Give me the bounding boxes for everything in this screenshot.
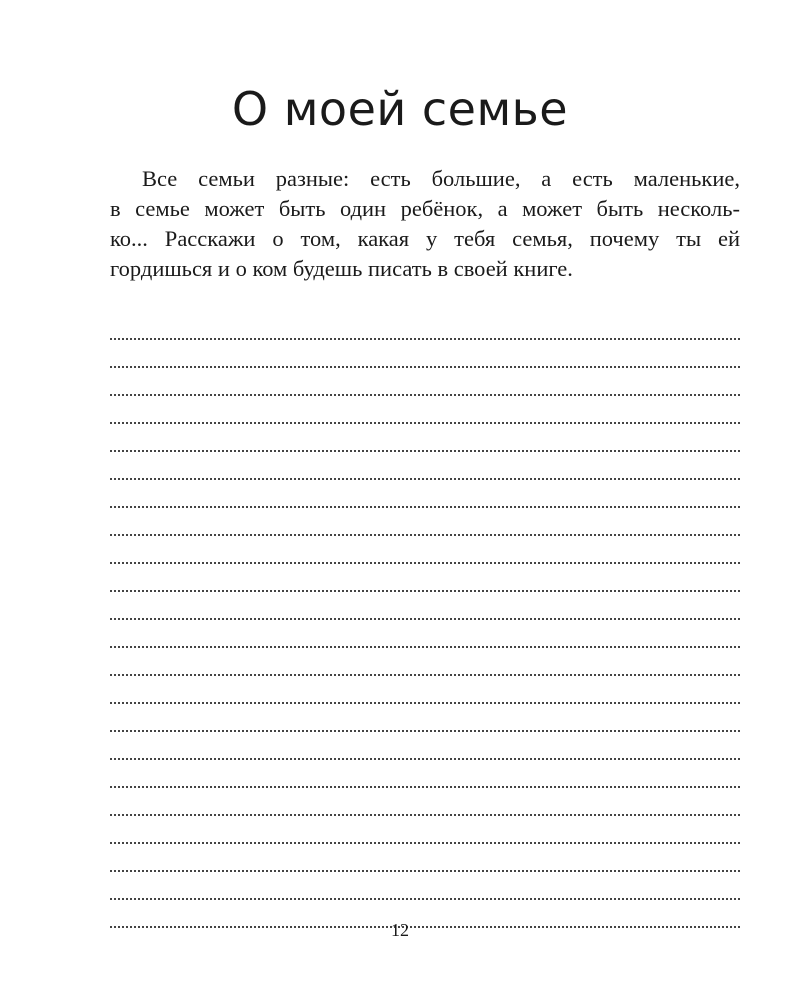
dotted-writing-line [110, 340, 740, 368]
intro-line: ко... Расскажи о том, какая у тебя семья, почему ты ей [110, 226, 740, 251]
dotted-writing-line [110, 872, 740, 900]
dotted-writing-line [110, 620, 740, 648]
dotted-writing-line [110, 592, 740, 620]
dotted-writing-line [110, 564, 740, 592]
writing-lines [110, 312, 740, 928]
page-number: 12 [391, 920, 409, 940]
dotted-writing-line [110, 312, 740, 340]
intro-line: в семье может быть один ребёнок, а может быть несколь- [110, 196, 740, 221]
dotted-writing-line [110, 480, 740, 508]
dotted-writing-line [110, 788, 740, 816]
dotted-writing-line [110, 844, 740, 872]
dotted-writing-line [110, 536, 740, 564]
dotted-writing-line [110, 704, 740, 732]
dotted-writing-line [110, 452, 740, 480]
dotted-writing-line [110, 732, 740, 760]
intro-line: Все семьи разные: есть большие, а есть маленькие, [142, 166, 740, 191]
dotted-writing-line [110, 816, 740, 844]
dotted-writing-line [110, 368, 740, 396]
dotted-writing-line [110, 508, 740, 536]
dotted-writing-line [110, 760, 740, 788]
intro-line: гордишься и о ком будешь писать в своей книге. [110, 256, 573, 281]
intro-paragraph [110, 164, 740, 284]
dotted-writing-line [110, 396, 740, 424]
dotted-writing-line [110, 676, 740, 704]
dotted-writing-line [110, 648, 740, 676]
page-title: О моей семье [231, 82, 569, 136]
dotted-writing-line [110, 424, 740, 452]
